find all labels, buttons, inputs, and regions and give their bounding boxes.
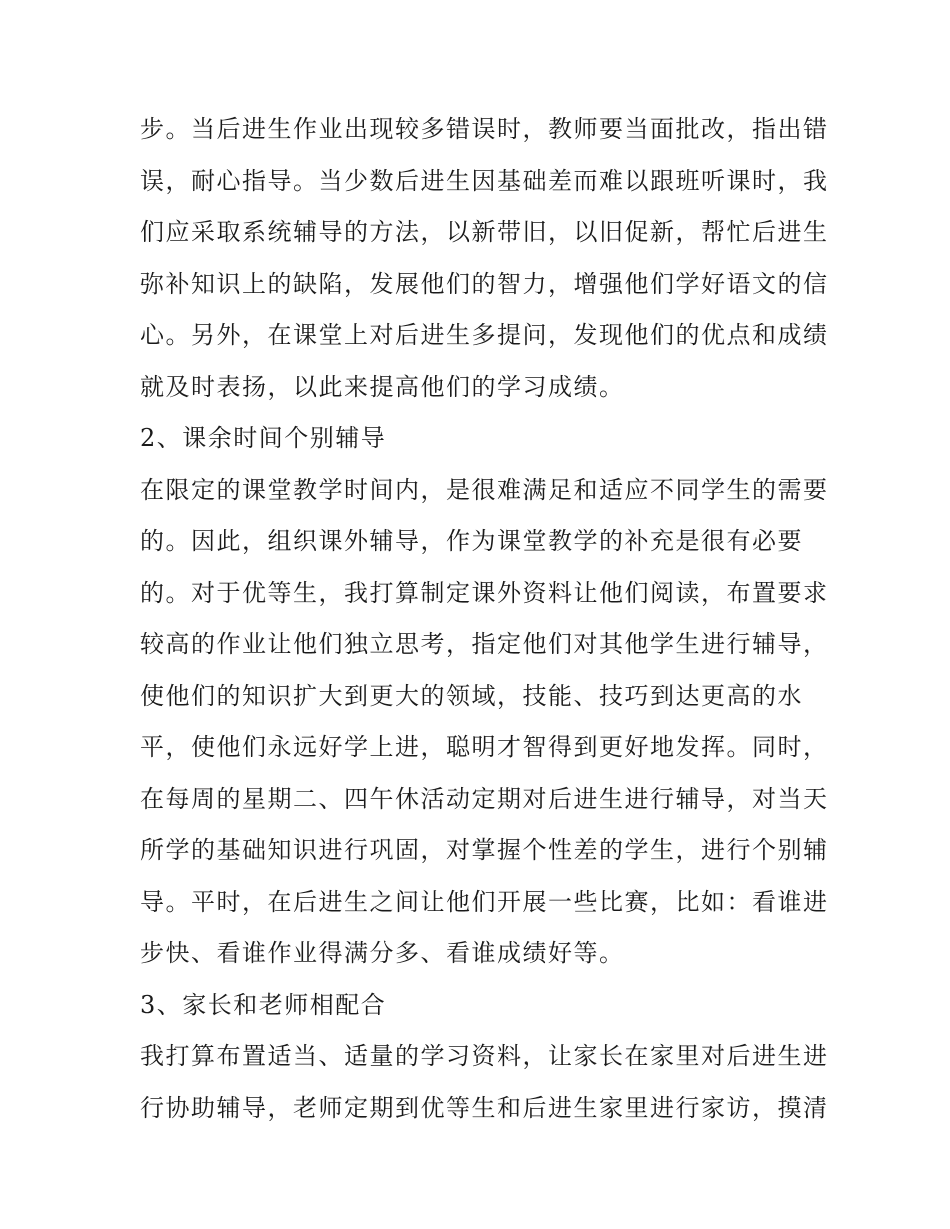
- text-line: 的。对于优等生，我打算制定课外资料让他们阅读，布置要求: [140, 578, 829, 607]
- text-line: 我打算布置适当、适量的学习资料，让家长在家里对后进生进: [140, 1042, 829, 1070]
- text-line: 较高的作业让他们独立思考，指定他们对其他学生进行辅导，: [140, 630, 829, 658]
- text-line: 导。平时，在后进生之间让他们开展一些比赛，比如：看谁进: [140, 887, 829, 916]
- text-line: 使他们的知识扩大到更大的领域，技能、技巧到达更高的水: [140, 681, 803, 710]
- section-heading: 2、课余时间个别辅导: [140, 424, 387, 452]
- section-heading: 3、家长和老师相配合: [140, 990, 387, 1019]
- text-line: 误，耐心指导。当少数后进生因基础差而难以跟班听课时，我: [140, 166, 829, 195]
- text-line: 行协助辅导，老师定期到优等生和后进生家里进行家访，摸清: [140, 1093, 829, 1122]
- text-line: 所学的基础知识进行巩固，对掌握个性差的学生，进行个别辅: [140, 836, 829, 864]
- text-line: 平，使他们永远好学上进，聪明才智得到更好地发挥。同时，: [140, 733, 829, 761]
- text-line: 心。另外，在课堂上对后进生多提问，发现他们的优点和成绩: [140, 321, 829, 349]
- text-line: 步。当后进生作业出现较多错误时，教师要当面批改，指出错: [140, 115, 829, 143]
- body-text: [140, 104, 830, 1134]
- text-line: 弥补知识上的缺陷，发展他们的智力，增强他们学好语文的信: [140, 269, 829, 298]
- text-line: 们应采取系统辅导的方法，以新带旧，以旧促新，帮忙后进生: [140, 218, 829, 246]
- text-line: 步快、看谁作业得满分多、看谁成绩好等。: [140, 939, 625, 967]
- text-line: 在限定的课堂教学时间内，是很难满足和适应不同学生的需要: [140, 475, 829, 504]
- text-line: 的。因此，组织课外辅导，作为课堂教学的补充是很有必要: [140, 527, 803, 555]
- text-line: 就及时表扬，以此来提高他们的学习成绩。: [140, 372, 625, 401]
- text-line: 在每周的星期二、四午休活动定期对后进生进行辅导，对当天: [140, 784, 829, 813]
